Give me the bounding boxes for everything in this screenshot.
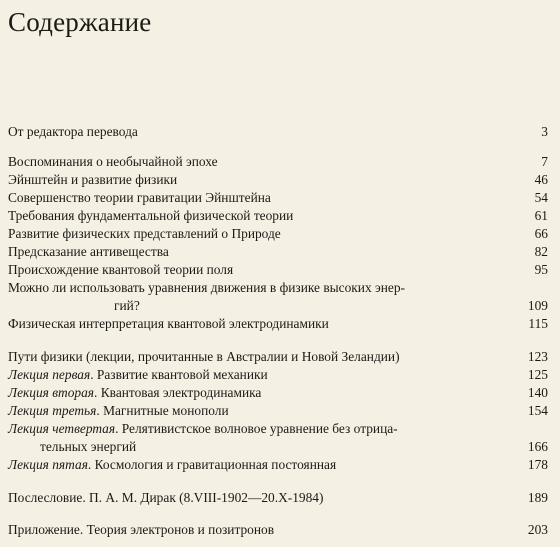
toc-entry	[8, 489, 548, 506]
lecture-title: . Развитие квантовой механики	[90, 367, 268, 382]
toc-entry	[8, 348, 548, 365]
toc-entry-page: 189	[527, 490, 548, 505]
toc-entry-title	[8, 402, 229, 419]
toc-entry	[8, 225, 548, 242]
toc-entry-page: 203	[527, 522, 548, 537]
toc-entry-title: Требования фундаментальной физической теории	[8, 208, 294, 223]
lecture-label: Лекция третья	[8, 403, 97, 418]
toc-entry-page: 125	[527, 367, 548, 382]
toc-entry-page: 166	[527, 439, 548, 454]
toc-entry	[8, 384, 548, 401]
toc-entry-title: Послесловие. П. А. М. Дирак (8.VIII-1902—20.X-1984)	[8, 490, 324, 505]
page-title: Содержание	[8, 7, 152, 37]
toc-entry-page: 123	[527, 349, 548, 364]
toc-entry-title: Совершенство теории гравитации Эйнштейна	[8, 190, 271, 205]
toc-entry-title	[8, 366, 268, 383]
lecture-title: . Магнитные монополи	[96, 403, 229, 418]
toc-entry	[8, 189, 548, 206]
toc-entry	[8, 243, 548, 260]
toc-entry-title: Можно ли использовать уравнения движения в физике высоких энер-	[8, 280, 406, 295]
toc-entry-continuation	[8, 438, 548, 455]
toc-entry	[8, 171, 548, 188]
toc-entry-title: Развитие физических представлений о Природе	[8, 226, 281, 241]
toc-entry-title	[8, 384, 261, 401]
toc-entry-title	[8, 420, 398, 437]
toc-entry-continuation	[8, 297, 548, 314]
toc-entry-title: Воспоминания о необычайной эпохе	[8, 154, 218, 169]
toc-entry-page: 154	[527, 403, 548, 418]
toc-entry-title: Приложение. Теория электронов и позитронов	[8, 522, 275, 537]
toc-entry-page: 61	[534, 208, 548, 223]
lecture-label: Лекция первая	[8, 367, 91, 382]
toc-entry	[8, 279, 548, 296]
toc-entry	[8, 315, 548, 332]
toc-entry-title: Пути физики (лекции, прочитанные в Австралии и Новой Зеландии)	[8, 349, 400, 364]
toc-entry-page: 140	[527, 385, 548, 400]
toc-entry	[8, 366, 548, 383]
lecture-title: . Релятивистское волновое уравнение без отрица-	[115, 421, 398, 436]
toc-entry-page: 54	[534, 190, 548, 205]
lecture-title: . Космология и гравитационная постоянная	[87, 457, 337, 472]
toc-entry	[8, 456, 548, 473]
toc-entry-title: гий?	[114, 298, 140, 313]
lecture-title: . Квантовая электродинамика	[94, 385, 262, 400]
toc-entry	[8, 123, 548, 140]
toc-entry-title: Предсказание антивещества	[8, 244, 169, 259]
toc-entry-title: Эйнштейн и развитие физики	[8, 172, 178, 187]
toc-entry	[8, 420, 548, 437]
toc-entry-page: 46	[534, 172, 548, 187]
toc-entry-page: 95	[534, 262, 548, 277]
lecture-label: Лекция вторая	[8, 385, 95, 400]
toc-entry-page: 115	[528, 316, 548, 331]
toc-entry-title: тельных энергий	[40, 439, 137, 454]
toc-entry-page: 178	[527, 457, 548, 472]
toc-entry-page: 7	[541, 154, 548, 169]
toc-entry-page: 109	[527, 298, 548, 313]
toc-entry-title: Физическая интерпретация квантовой электродинамики	[8, 316, 329, 331]
toc-entry-title: Происхождение квантовой теории поля	[8, 262, 234, 277]
toc-entry	[8, 261, 548, 278]
lecture-label: Лекция пятая	[8, 457, 88, 472]
lecture-label: Лекция четвертая	[8, 421, 116, 436]
toc-entry	[8, 207, 548, 224]
toc-entry-page: 66	[534, 226, 548, 241]
toc-entry-page: 3	[541, 124, 548, 139]
toc-entry	[8, 521, 548, 538]
toc-entry	[8, 402, 548, 419]
toc-entry-title	[8, 456, 336, 473]
toc-entry-title: От редактора перевода	[8, 124, 138, 139]
toc-entry-page: 82	[534, 244, 548, 259]
toc-entry	[8, 153, 548, 170]
